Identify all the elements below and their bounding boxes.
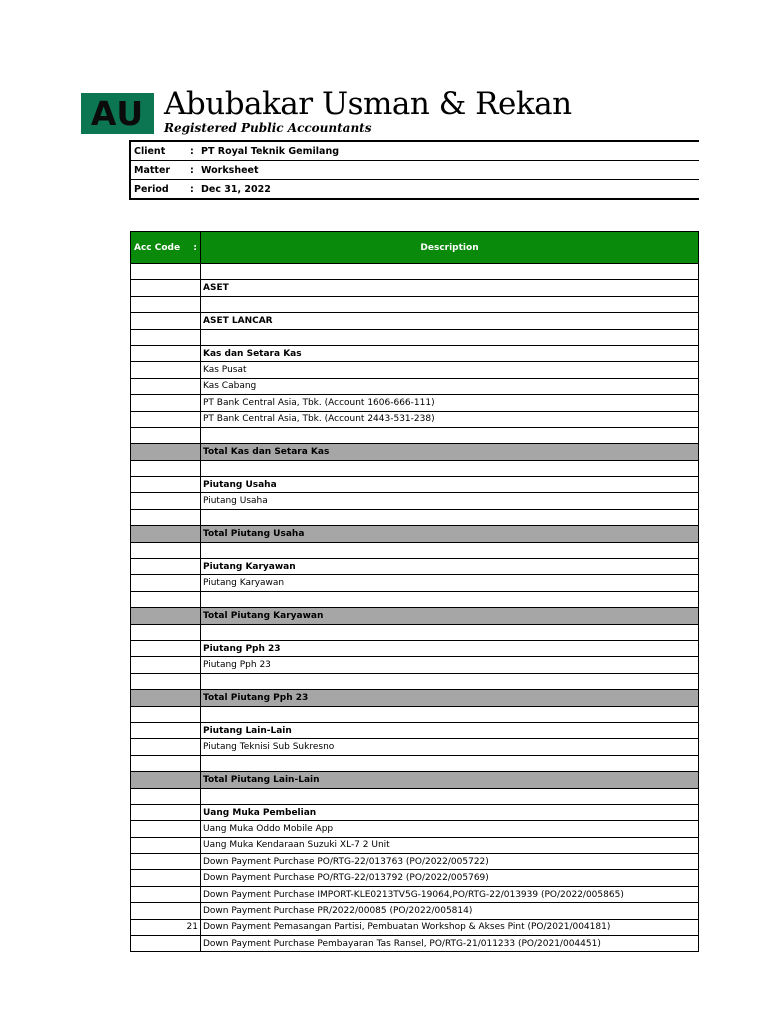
- table-row: [131, 870, 699, 886]
- description-cell: [201, 460, 699, 476]
- table-row: [131, 624, 699, 640]
- table-row: [131, 640, 699, 656]
- description-cell: Piutang Lain-Lain: [201, 722, 699, 738]
- info-value: Worksheet: [198, 161, 699, 180]
- acc-code-cell: [131, 313, 201, 329]
- description-cell: ASET: [201, 280, 699, 296]
- description-cell: Down Payment Purchase PO/RTG-22/013763 (PO/2022/005722): [201, 854, 699, 870]
- acc-code-cell: [131, 378, 201, 394]
- table-row: [131, 854, 699, 870]
- description-cell: Uang Muka Kendaraan Suzuki XL-7 2 Unit: [201, 837, 699, 853]
- acc-code-cell: [131, 559, 201, 575]
- acc-code-cell: [131, 264, 201, 280]
- description-cell: [201, 624, 699, 640]
- acc-code-cell: [131, 296, 201, 312]
- acc-code-cell: [131, 837, 201, 853]
- worksheet-table: [130, 231, 699, 952]
- info-value: PT Royal Teknik Gemilang: [198, 141, 699, 161]
- table-row: [131, 575, 699, 591]
- info-row-client: [130, 141, 699, 161]
- description-cell: Down Payment Purchase PO/RTG-22/013792 (PO/2022/005769): [201, 870, 699, 886]
- acc-code-cell: [131, 362, 201, 378]
- table-row: [131, 345, 699, 361]
- acc-code-cell: [131, 854, 201, 870]
- description-cell: Down Payment Purchase IMPORT-KLE0213TV5G-19064,PO/RTG-22/013939 (PO/2022/005865): [201, 886, 699, 902]
- info-row-period: [130, 180, 699, 200]
- acc-code-cell: [131, 542, 201, 558]
- info-colon: :: [190, 161, 198, 180]
- description-cell: Piutang Karyawan: [201, 559, 699, 575]
- acc-code-header-label: Acc Code: [134, 242, 181, 253]
- info-row-matter: [130, 161, 699, 180]
- description-cell: Down Payment Pemasangan Partisi, Pembuatan Workshop & Akses Pint (PO/2021/004181): [201, 919, 699, 935]
- acc-code-cell: [131, 657, 201, 673]
- description-cell: PT Bank Central Asia, Tbk. (Account 2443-531-238): [201, 411, 699, 427]
- description-cell: Uang Muka Oddo Mobile App: [201, 821, 699, 837]
- acc-code-cell: [131, 280, 201, 296]
- info-colon: :: [190, 141, 198, 161]
- description-cell: Kas Cabang: [201, 378, 699, 394]
- table-row: [131, 477, 699, 493]
- description-cell: [201, 673, 699, 689]
- description-cell: [201, 264, 699, 280]
- description-cell: [201, 788, 699, 804]
- acc-code-cell: [131, 886, 201, 902]
- acc-code-cell: [131, 509, 201, 525]
- acc-code-cell: [131, 870, 201, 886]
- description-cell: Piutang Pph 23: [201, 657, 699, 673]
- table-row: [131, 919, 699, 935]
- firm-name: Abubakar Usman & Rekan: [164, 86, 572, 122]
- acc-code-cell: [131, 706, 201, 722]
- engagement-info: [129, 140, 699, 200]
- description-cell: Total Piutang Pph 23: [201, 690, 699, 706]
- acc-code-cell: [131, 821, 201, 837]
- description-cell: Piutang Teknisi Sub Sukresno: [201, 739, 699, 755]
- acc-code-cell: [131, 477, 201, 493]
- acc-code-cell: [131, 936, 201, 952]
- table-row: [131, 296, 699, 312]
- total-row: [131, 690, 699, 706]
- table-row: [131, 788, 699, 804]
- table-row: [131, 903, 699, 919]
- acc-code-cell: [131, 640, 201, 656]
- acc-code-cell: [131, 493, 201, 509]
- table-row: [131, 411, 699, 427]
- acc-code-cell: [131, 903, 201, 919]
- acc-code-cell: [131, 772, 201, 788]
- total-row: [131, 526, 699, 542]
- table-row: [131, 395, 699, 411]
- table-row: [131, 378, 699, 394]
- info-label: Client: [130, 141, 190, 161]
- table-row: [131, 706, 699, 722]
- acc-code-header: [131, 232, 201, 264]
- table-row: [131, 493, 699, 509]
- logo-initials: AU: [90, 94, 145, 133]
- table-row: [131, 739, 699, 755]
- description-cell: [201, 296, 699, 312]
- description-cell: PT Bank Central Asia, Tbk. (Account 1606-666-111): [201, 395, 699, 411]
- acc-code-cell: [131, 804, 201, 820]
- table-row: [131, 837, 699, 853]
- table-row: [131, 427, 699, 443]
- table-row: [131, 313, 699, 329]
- acc-code-cell: [131, 722, 201, 738]
- acc-code-cell: [131, 395, 201, 411]
- acc-code-cell: [131, 345, 201, 361]
- acc-code-cell: [131, 460, 201, 476]
- firm-subtitle: Registered Public Accountants: [164, 121, 372, 135]
- table-row: [131, 755, 699, 771]
- acc-code-cell: [131, 329, 201, 345]
- table-row: [131, 657, 699, 673]
- table-row: [131, 821, 699, 837]
- table-row: [131, 591, 699, 607]
- header-colon: :: [193, 243, 197, 253]
- table-row: [131, 280, 699, 296]
- description-cell: [201, 509, 699, 525]
- acc-code-cell: [131, 444, 201, 460]
- table-row: [131, 329, 699, 345]
- table-row: [131, 264, 699, 280]
- acc-code-cell: [131, 755, 201, 771]
- description-cell: [201, 542, 699, 558]
- description-cell: Kas Pusat: [201, 362, 699, 378]
- info-value: Dec 31, 2022: [198, 180, 699, 200]
- table-row: [131, 886, 699, 902]
- acc-code-cell: [131, 575, 201, 591]
- description-cell: Piutang Usaha: [201, 477, 699, 493]
- table-row: [131, 722, 699, 738]
- table-row: [131, 936, 699, 952]
- table-row: [131, 509, 699, 525]
- acc-code-cell: [131, 526, 201, 542]
- total-row: [131, 608, 699, 624]
- table-row: [131, 559, 699, 575]
- table-row: [131, 362, 699, 378]
- total-row: [131, 444, 699, 460]
- acc-code-cell: [131, 591, 201, 607]
- description-header: Description: [201, 232, 699, 264]
- acc-code-cell: 21: [131, 919, 201, 935]
- acc-code-cell: [131, 788, 201, 804]
- table-row: [131, 804, 699, 820]
- description-cell: Piutang Usaha: [201, 493, 699, 509]
- info-label: Period: [130, 180, 190, 200]
- firm-logo: [81, 93, 154, 134]
- description-cell: Total Piutang Usaha: [201, 526, 699, 542]
- description-cell: Kas dan Setara Kas: [201, 345, 699, 361]
- description-cell: Piutang Karyawan: [201, 575, 699, 591]
- description-cell: ASET LANCAR: [201, 313, 699, 329]
- acc-code-cell: [131, 411, 201, 427]
- description-cell: [201, 427, 699, 443]
- acc-code-cell: [131, 690, 201, 706]
- info-colon: :: [190, 180, 198, 200]
- description-cell: [201, 329, 699, 345]
- info-label: Matter: [130, 161, 190, 180]
- description-cell: Piutang Pph 23: [201, 640, 699, 656]
- acc-code-cell: [131, 739, 201, 755]
- description-cell: [201, 706, 699, 722]
- acc-code-cell: [131, 624, 201, 640]
- description-cell: Uang Muka Pembelian: [201, 804, 699, 820]
- total-row: [131, 772, 699, 788]
- description-cell: [201, 591, 699, 607]
- table-header-row: [131, 232, 699, 264]
- acc-code-cell: [131, 427, 201, 443]
- description-cell: Total Piutang Lain-Lain: [201, 772, 699, 788]
- acc-code-cell: [131, 673, 201, 689]
- table-row: [131, 460, 699, 476]
- table-row: [131, 542, 699, 558]
- description-cell: Down Payment Purchase Pembayaran Tas Ransel, PO/RTG-21/011233 (PO/2021/004451): [201, 936, 699, 952]
- description-cell: Total Kas dan Setara Kas: [201, 444, 699, 460]
- description-cell: Total Piutang Karyawan: [201, 608, 699, 624]
- table-row: [131, 673, 699, 689]
- description-cell: Down Payment Purchase PR/2022/00085 (PO/2022/005814): [201, 903, 699, 919]
- acc-code-cell: [131, 608, 201, 624]
- description-cell: [201, 755, 699, 771]
